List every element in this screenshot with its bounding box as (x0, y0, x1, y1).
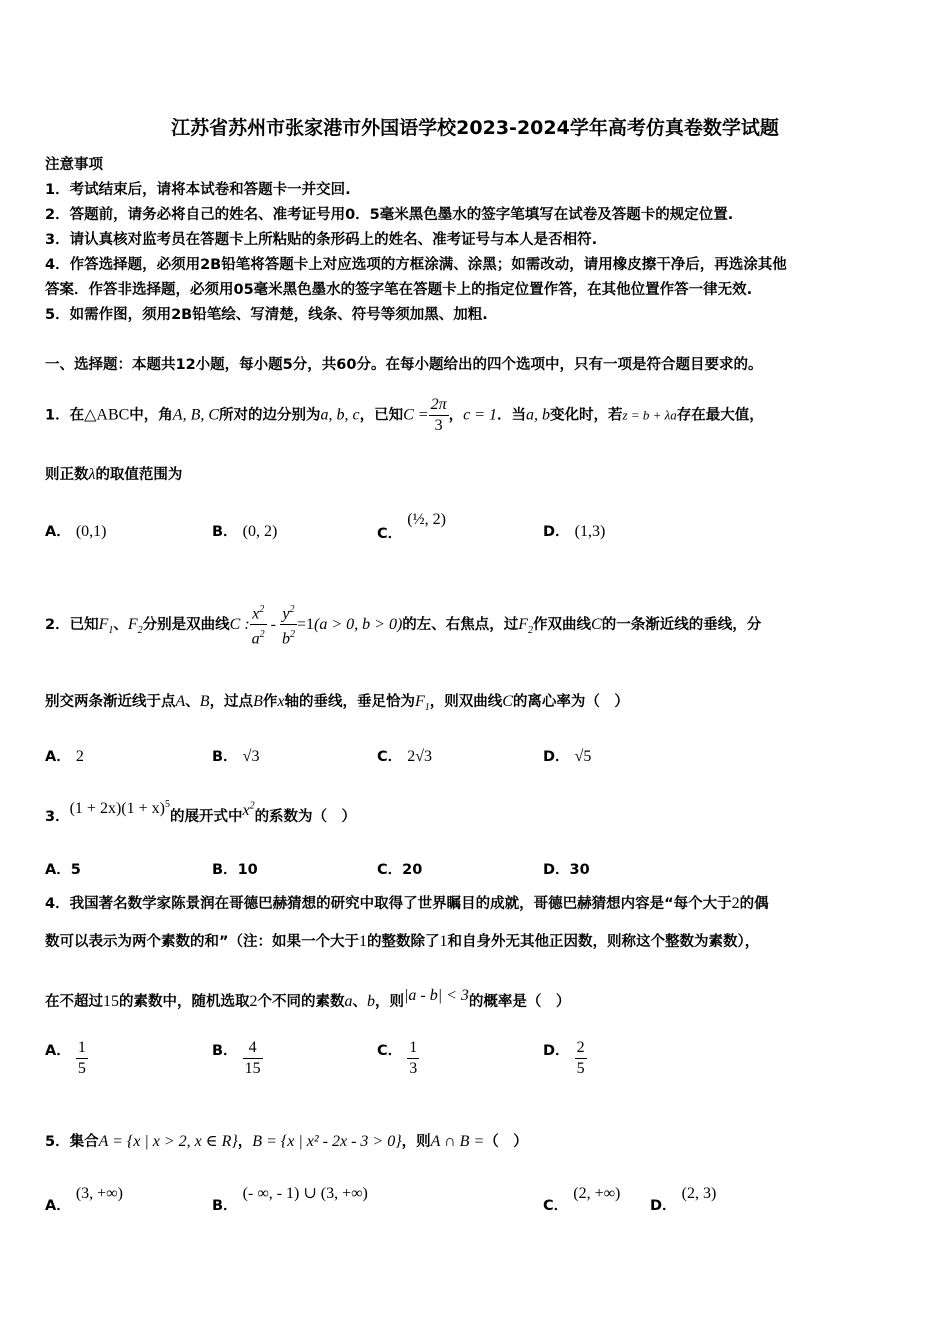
q3-option-d[interactable]: D．30 (543, 862, 590, 878)
q4-option-d[interactable]: D． $\frac{2}{5}$ (543, 1039, 585, 1077)
question-2: 2．已知$F_1$、$F_2$分别是双曲线C : $\frac{x^2}{a^2}$ - $\frac{y^2}{b^2}$ =1(a > 0, b > 0)的左、右焦点，过$F_2$作双曲线C的一条渐近线的垂线，分 (45, 600, 761, 650)
q2-option-c[interactable]: C． 2√3 (377, 748, 433, 765)
notice-item: 4．作答选择题，必须用2B铅笔将答题卡上对应选项的方框涂满、涂黑；如需改动，请用橡皮擦干净后，再选涂其他 (45, 257, 787, 273)
question-3: 3．$(1 + 2x)(1 + x)^5$的展开式中$x^2$的系数为（ ） (45, 799, 357, 825)
question-5: 5．集合A = {x | x > 2, x ∈ R}，B = {x | x² - 2x - 3 > 0}，则A ∩ B =（ ） (45, 1133, 528, 1150)
q5-option-b[interactable]: B． (- ∞, - 1) ∪ (3, +∞) (212, 1185, 368, 1214)
q5-option-a[interactable]: A． (3, +∞) (45, 1185, 123, 1214)
q5-option-c[interactable]: C． (2, +∞) (543, 1185, 621, 1214)
q1-option-c[interactable]: C． (½, 2) (377, 511, 446, 542)
q4-option-c[interactable]: C． $\frac{1}{3}$ (377, 1039, 418, 1077)
question-1-line2: 则正数λ的取值范围为 (45, 466, 183, 483)
q3-option-a[interactable]: A．5 (45, 862, 81, 878)
q5-option-d[interactable]: D． (2, 3) (650, 1185, 717, 1214)
notice-item: 1．考试结束后，请将本试卷和答题卡一并交回. (45, 182, 351, 198)
q2-option-b[interactable]: B． √3 (212, 748, 260, 765)
question-4-line3: 在不超过15的素数中，随机选取2个不同的素数a、b，则|a - b| < 3的概率是（ ） (45, 987, 571, 1010)
notice-item: 3．请认真核对监考员在答题卡上所粘贴的条形码上的姓名、准考证号与本人是否相符. (45, 232, 598, 248)
q2-option-a[interactable]: A． 2 (45, 748, 84, 765)
q1-option-b[interactable]: B． (0, 2) (212, 523, 278, 540)
question-4-line2: 数可以表示为两个素数的和”（注：如果一个大于1的整数除了1和自身外无其他正因数，则称这个整数为素数）， (45, 933, 760, 950)
q3-option-b[interactable]: B．10 (212, 862, 258, 878)
q1-option-d[interactable]: D． (1,3) (543, 523, 606, 540)
q4-option-a[interactable]: A． $\frac{1}{5}$ (45, 1039, 86, 1077)
q2-option-d[interactable]: D． √5 (543, 748, 592, 765)
question-4: 4．我国著名数学家陈景润在哥德巴赫猜想的研究中取得了世界瞩目的成就，哥德巴赫猜想内容是“每个大于2的偶 (45, 895, 769, 912)
q4-option-b[interactable]: B． $\frac{4}{15}$ (212, 1039, 261, 1077)
notice-heading: 注意事项 (45, 157, 103, 173)
notice-item: 5．如需作图，须用2B铅笔绘、写清楚，线条、符号等须加黑、加粗. (45, 307, 488, 323)
question-1: 1．在△ABC中，角A, B, C所对的边分别为a, b, c，已知C = $\frac{2\pi}{3}$ ，c = 1．当a, b变化时，若z = b + λa存在最大值， (45, 396, 764, 434)
notice-item: 答案．作答非选择题，必须用05毫米黑色墨水的签字笔在答题卡上的指定位置作答，在其他位置作答一律无效. (45, 282, 753, 298)
notice-item: 2．答题前，请务必将自己的姓名、准考证号用0．5毫米黑色墨水的签字笔填写在试卷及答题卡的规定位置. (45, 207, 734, 223)
page-title: 江苏省苏州市张家港市外国语学校2023-2024学年高考仿真卷数学试题 (171, 117, 779, 139)
q3-option-c[interactable]: C．20 (377, 862, 423, 878)
section-heading: 一、选择题：本题共12小题，每小题5分，共60分。在每小题给出的四个选项中，只有一项是符合题目要求的。 (45, 357, 763, 373)
q1-option-a[interactable]: A． (0,1) (45, 523, 107, 540)
question-2-line2: 别交两条渐近线于点A、B，过点B作x轴的垂线，垂足恰为$F_1$，则双曲线C的离心率为（ ） (45, 693, 629, 714)
